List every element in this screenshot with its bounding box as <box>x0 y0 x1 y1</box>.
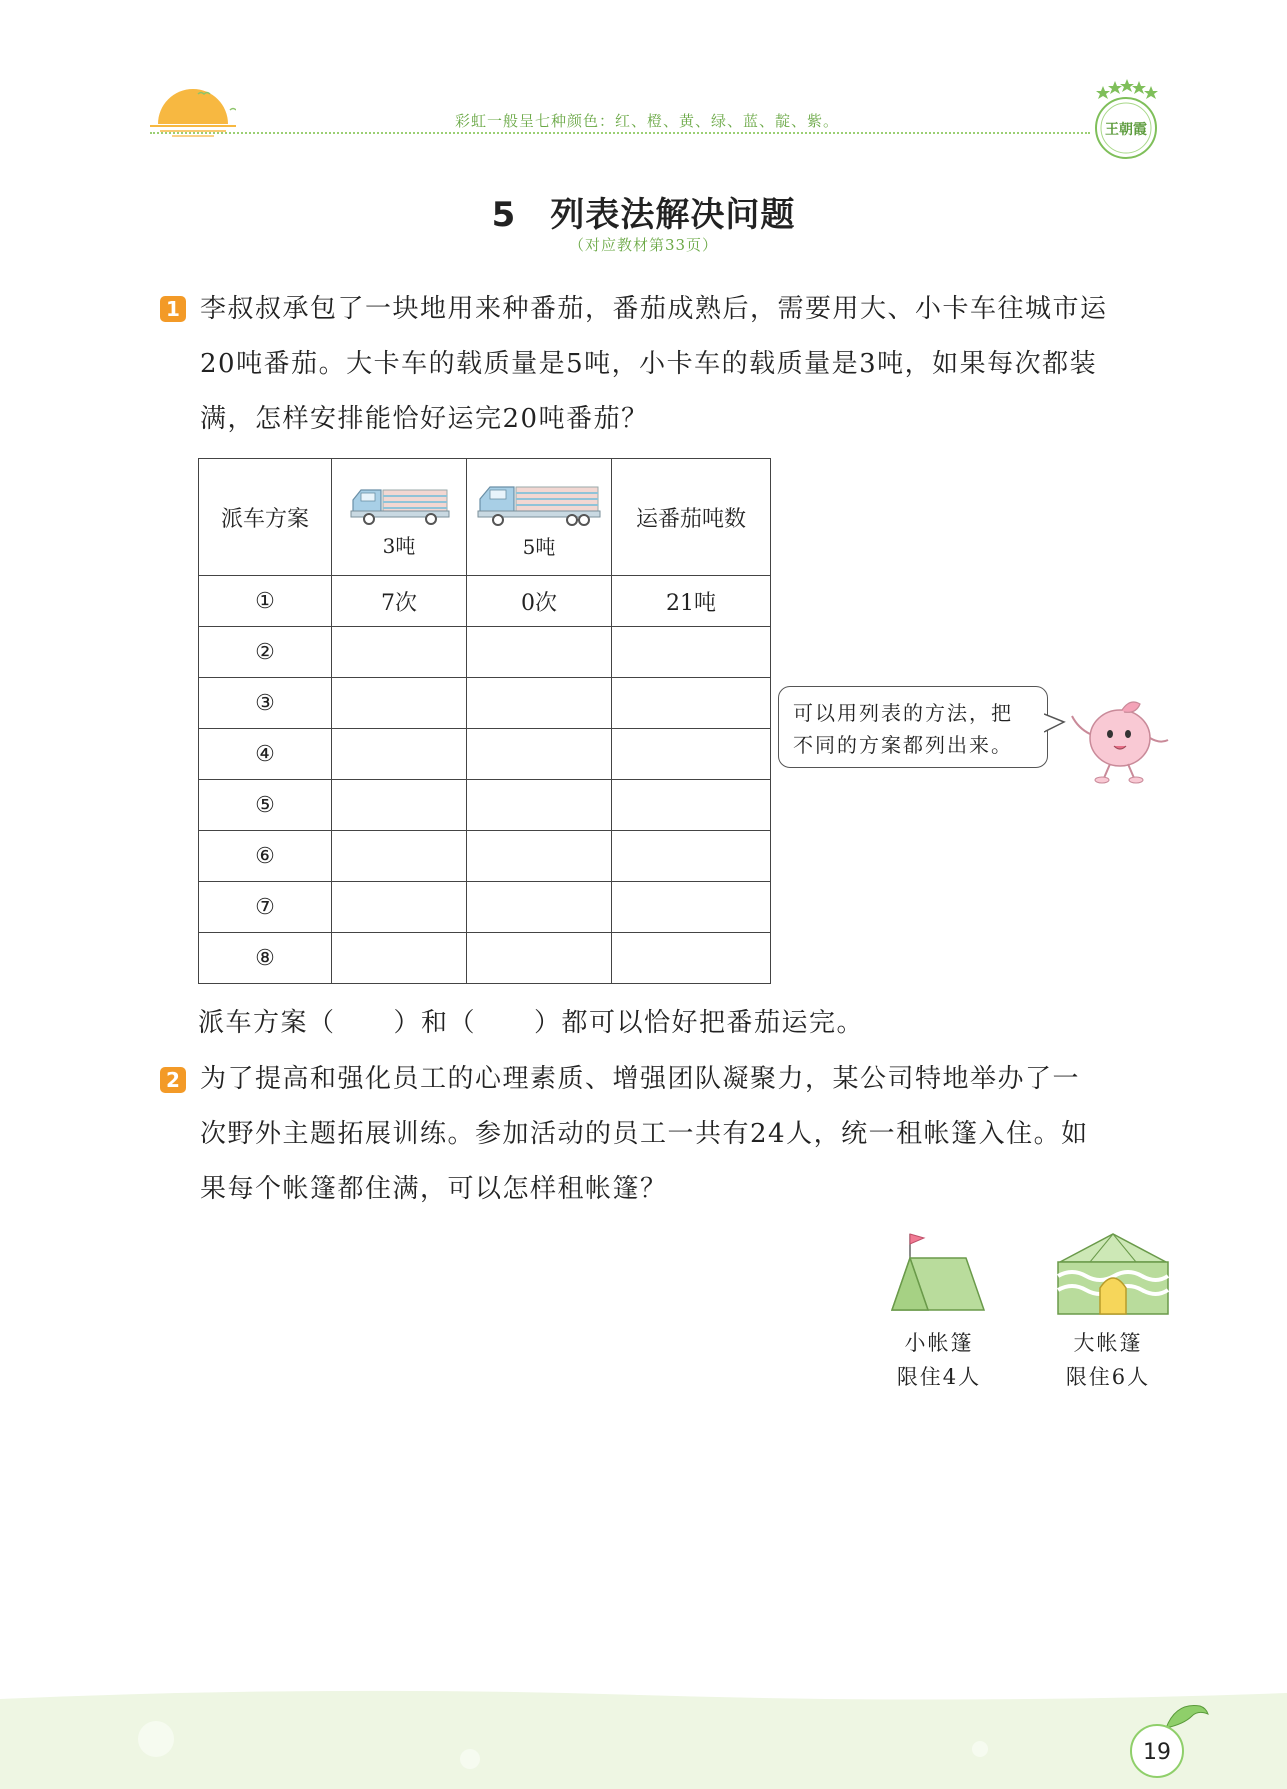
table-cell: 0次 <box>467 576 612 627</box>
badge-text: 王朝霞 <box>1105 122 1147 138</box>
peach-mascot-icon <box>1064 686 1174 786</box>
dispatch-plan-table <box>198 458 771 984</box>
bubble-text <box>793 697 1043 761</box>
problem-1-line-2: 20吨番茄。大卡车的载质量是5吨，小卡车的载质量是3吨，如果每次都装 <box>200 349 1098 379</box>
answer-cell[interactable] <box>467 882 612 933</box>
answer-cell[interactable] <box>332 882 467 933</box>
table-cell: ② <box>199 627 332 678</box>
answer-cell[interactable] <box>612 780 771 831</box>
problem-1-line-3: 满，怎样安排能恰好运完20吨番茄？ <box>200 404 649 434</box>
answer-cell[interactable] <box>467 933 612 984</box>
page-title <box>0 187 1287 236</box>
header-plan: 派车方案 <box>199 459 332 576</box>
answer-cell[interactable] <box>612 729 771 780</box>
big-truck-icon <box>476 481 602 527</box>
small-truck-icon <box>347 482 451 526</box>
problem-1-number: 1 <box>160 296 186 322</box>
table-row <box>199 678 771 729</box>
table-cell: 21吨 <box>612 576 771 627</box>
problem-2-line-1: 为了提高和强化员工的心理素质、增强团队凝聚力，某公司特地举办了一 <box>200 1064 1081 1094</box>
answer-cell[interactable] <box>612 831 771 882</box>
small-truck-capacity: 3吨 <box>382 533 416 558</box>
answer-cell[interactable] <box>612 627 771 678</box>
table-row <box>199 933 771 984</box>
small-tent-limit: 限住4人 <box>896 1365 982 1389</box>
header-big-truck <box>467 459 612 576</box>
header-tip: 彩虹一般呈七种颜色：红、橙、黄、绿、蓝、靛、紫。 <box>455 112 840 130</box>
speech-bubble-tail <box>1044 712 1066 736</box>
problem-2-line-2: 次野外主题拓展训练。参加活动的员工一共有24人，统一租帐篷入住。如 <box>200 1119 1089 1149</box>
table-cell: ⑧ <box>199 933 332 984</box>
answer-cell[interactable] <box>467 831 612 882</box>
table-cell: ④ <box>199 729 332 780</box>
page-number-badge <box>1128 1722 1186 1780</box>
small-tent-icon <box>888 1230 988 1314</box>
table-row <box>199 831 771 882</box>
problem-2-line-3: 果每个帐篷都住满，可以怎样租帐篷？ <box>200 1174 668 1204</box>
answer-cell[interactable] <box>467 729 612 780</box>
table-cell: ⑥ <box>199 831 332 882</box>
table-cell: ③ <box>199 678 332 729</box>
answer-cell[interactable] <box>332 729 467 780</box>
answer-cell[interactable] <box>467 678 612 729</box>
table-row <box>199 627 771 678</box>
answer-cell[interactable] <box>332 627 467 678</box>
table-cell: 7次 <box>332 576 467 627</box>
title-text: 列表法解决问题 <box>550 195 796 235</box>
answer-cell[interactable] <box>332 831 467 882</box>
table-header-row <box>199 459 771 576</box>
answer-cell[interactable] <box>467 627 612 678</box>
small-tent-label <box>884 1326 994 1394</box>
table-row <box>199 780 771 831</box>
title-number: 5 <box>491 195 517 235</box>
footer-wave <box>0 1685 1287 1789</box>
answer-cell[interactable] <box>612 678 771 729</box>
header-tons: 运番茄吨数 <box>612 459 771 576</box>
answer-cell[interactable] <box>332 780 467 831</box>
big-tent-icon <box>1050 1232 1176 1318</box>
header-small-truck <box>332 459 467 576</box>
table-cell: ⑦ <box>199 882 332 933</box>
answer-cell[interactable] <box>332 933 467 984</box>
big-tent-label <box>1050 1326 1166 1394</box>
big-tent-limit: 限住6人 <box>1065 1365 1151 1389</box>
table-row <box>199 576 771 627</box>
header-divider <box>150 132 1090 134</box>
answer-sentence <box>198 1002 864 1039</box>
big-truck-capacity: 5吨 <box>522 534 556 559</box>
answer-part-1: 派车方案（ <box>198 1008 336 1038</box>
answer-cell[interactable] <box>332 678 467 729</box>
answer-cell[interactable] <box>612 882 771 933</box>
bubble-line-2: 不同的方案都列出来。 <box>793 733 1013 757</box>
answer-part-2: ）和（ <box>393 1008 477 1038</box>
table-cell: ⑤ <box>199 780 332 831</box>
table-row <box>199 729 771 780</box>
answer-cell[interactable] <box>612 933 771 984</box>
brand-badge <box>1085 78 1165 166</box>
answer-cell[interactable] <box>467 780 612 831</box>
answer-part-3: ）都可以恰好把番茄运完。 <box>534 1008 865 1038</box>
table-row <box>199 882 771 933</box>
page-number: 19 <box>1143 1740 1171 1765</box>
page-subtitle: （对应教材第33页） <box>568 236 719 254</box>
bubble-line-1: 可以用列表的方法，把 <box>793 701 1013 725</box>
sunset-icon <box>150 88 236 138</box>
problem-1-line-1: 李叔叔承包了一块地用来种番茄，番茄成熟后，需要用大、小卡车往城市运 <box>200 294 1108 324</box>
small-tent-name: 小帐篷 <box>904 1331 974 1355</box>
problem-2-number: 2 <box>160 1067 186 1093</box>
table-cell: ① <box>199 576 332 627</box>
big-tent-name: 大帐篷 <box>1073 1331 1143 1355</box>
